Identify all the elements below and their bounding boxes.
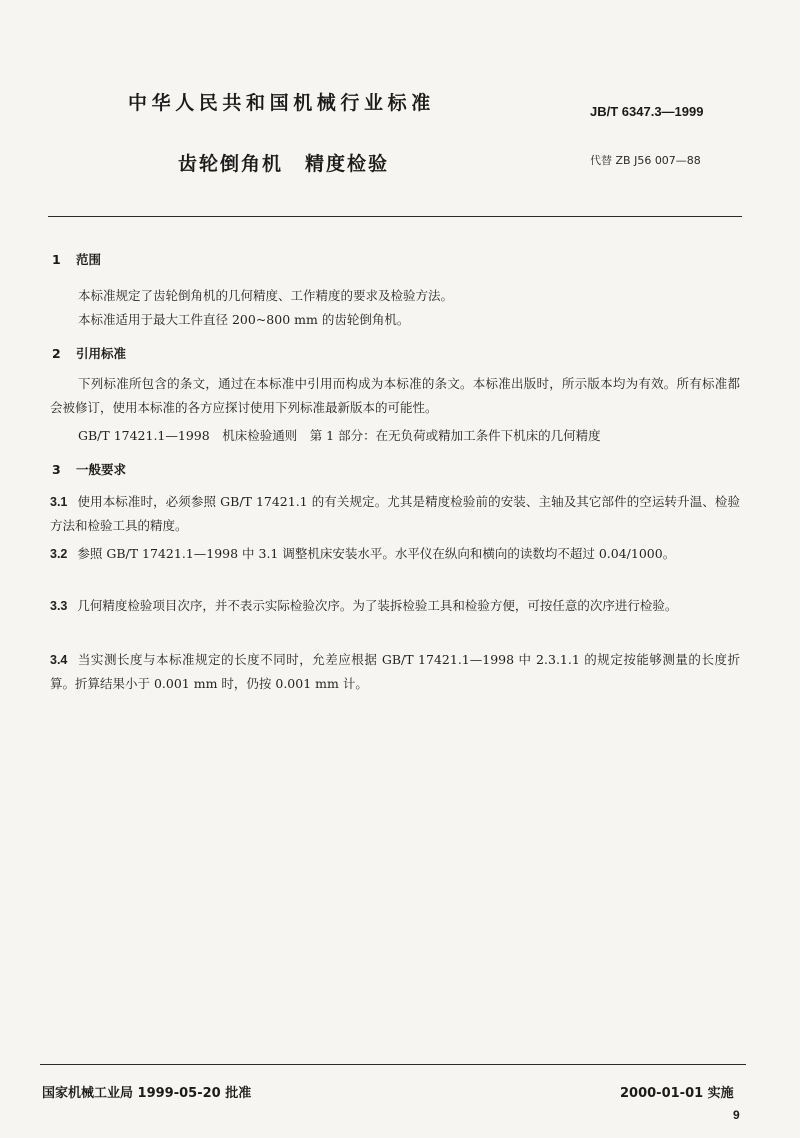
section-3-heading [52, 460, 126, 478]
section-1-paragraph-2: 本标准适用于最大工件直径 200~800 mm 的齿轮倒角机。 [78, 312, 410, 327]
clause-3-4 [50, 648, 740, 696]
section-2-paragraph-1: 下列标准所包含的条文，通过在本标准中引用而构成为本标准的条文。本标准出版时，所示版本均为有效。所有标准都会被修订，使用本标准的各方应探讨使用下列标准最新版本的可能性。 [50, 376, 740, 415]
header-divider [48, 216, 742, 217]
section-title: 引用标准 [76, 346, 127, 361]
section-number: 1 [52, 252, 61, 267]
approval-statement: 国家机械工业局 1999-05-20 批准 [42, 1086, 252, 1101]
document-title [178, 149, 389, 176]
replaces-standard: 代替 ZB J56 007—88 [590, 154, 701, 167]
clause-number: 3.2 [50, 547, 68, 561]
clause-number: 3.4 [50, 653, 68, 667]
section-1-heading [52, 250, 101, 268]
standard-number: JB/T 6347.3—1999 [590, 104, 704, 119]
issuing-authority-header: 中华人民共和国机械行业标准 [128, 92, 435, 114]
clause-3-1 [50, 490, 740, 538]
footer-divider [40, 1064, 746, 1065]
clause-text: 使用本标准时，必须参照 GB/T 17421.1 的有关规定。尤其是精度检验前的安装、主轴及其它部件的空运转升温、检验方法和检验工具的精度。 [50, 494, 740, 533]
section-1-paragraph-1: 本标准规定了齿轮倒角机的几何精度、工作精度的要求及检验方法。 [78, 288, 454, 303]
section-number: 3 [52, 462, 61, 477]
clause-3-2 [50, 542, 740, 566]
section-2-reference: GB/T 17421.1—1998 机床检验通则 第 1 部分：在无负荷或精加工条件下机床的几何精度 [78, 428, 601, 443]
clause-number: 3.1 [50, 495, 68, 509]
clause-3-3 [50, 594, 740, 618]
title-part-2: 精度检验 [305, 153, 390, 175]
title-part-1: 齿轮倒角机 [178, 153, 284, 175]
section-title: 一般要求 [76, 462, 127, 477]
clause-text: 当实测长度与本标准规定的长度不同时，允差应根据 GB/T 17421.1—1998 中 2.3.1.1 的规定按能够测量的长度折算。折算结果小于 0.001 mm 时，仍按 0.001 mm 计。 [50, 652, 740, 691]
effective-date: 2000-01-01 实施 [620, 1086, 734, 1101]
clause-number: 3.3 [50, 599, 68, 613]
section-title: 范围 [76, 252, 102, 267]
section-number: 2 [52, 346, 61, 361]
section-2-heading [52, 344, 126, 362]
clause-text: 参照 GB/T 17421.1—1998 中 3.1 调整机床安装水平。水平仪在纵向和横向的读数均不超过 0.04/1000。 [77, 546, 676, 561]
clause-text: 几何精度检验项目次序，并不表示实际检验次序。为了装拆检验工具和检验方便，可按任意的次序进行检验。 [77, 598, 678, 613]
page-number: 9 [733, 1108, 740, 1122]
